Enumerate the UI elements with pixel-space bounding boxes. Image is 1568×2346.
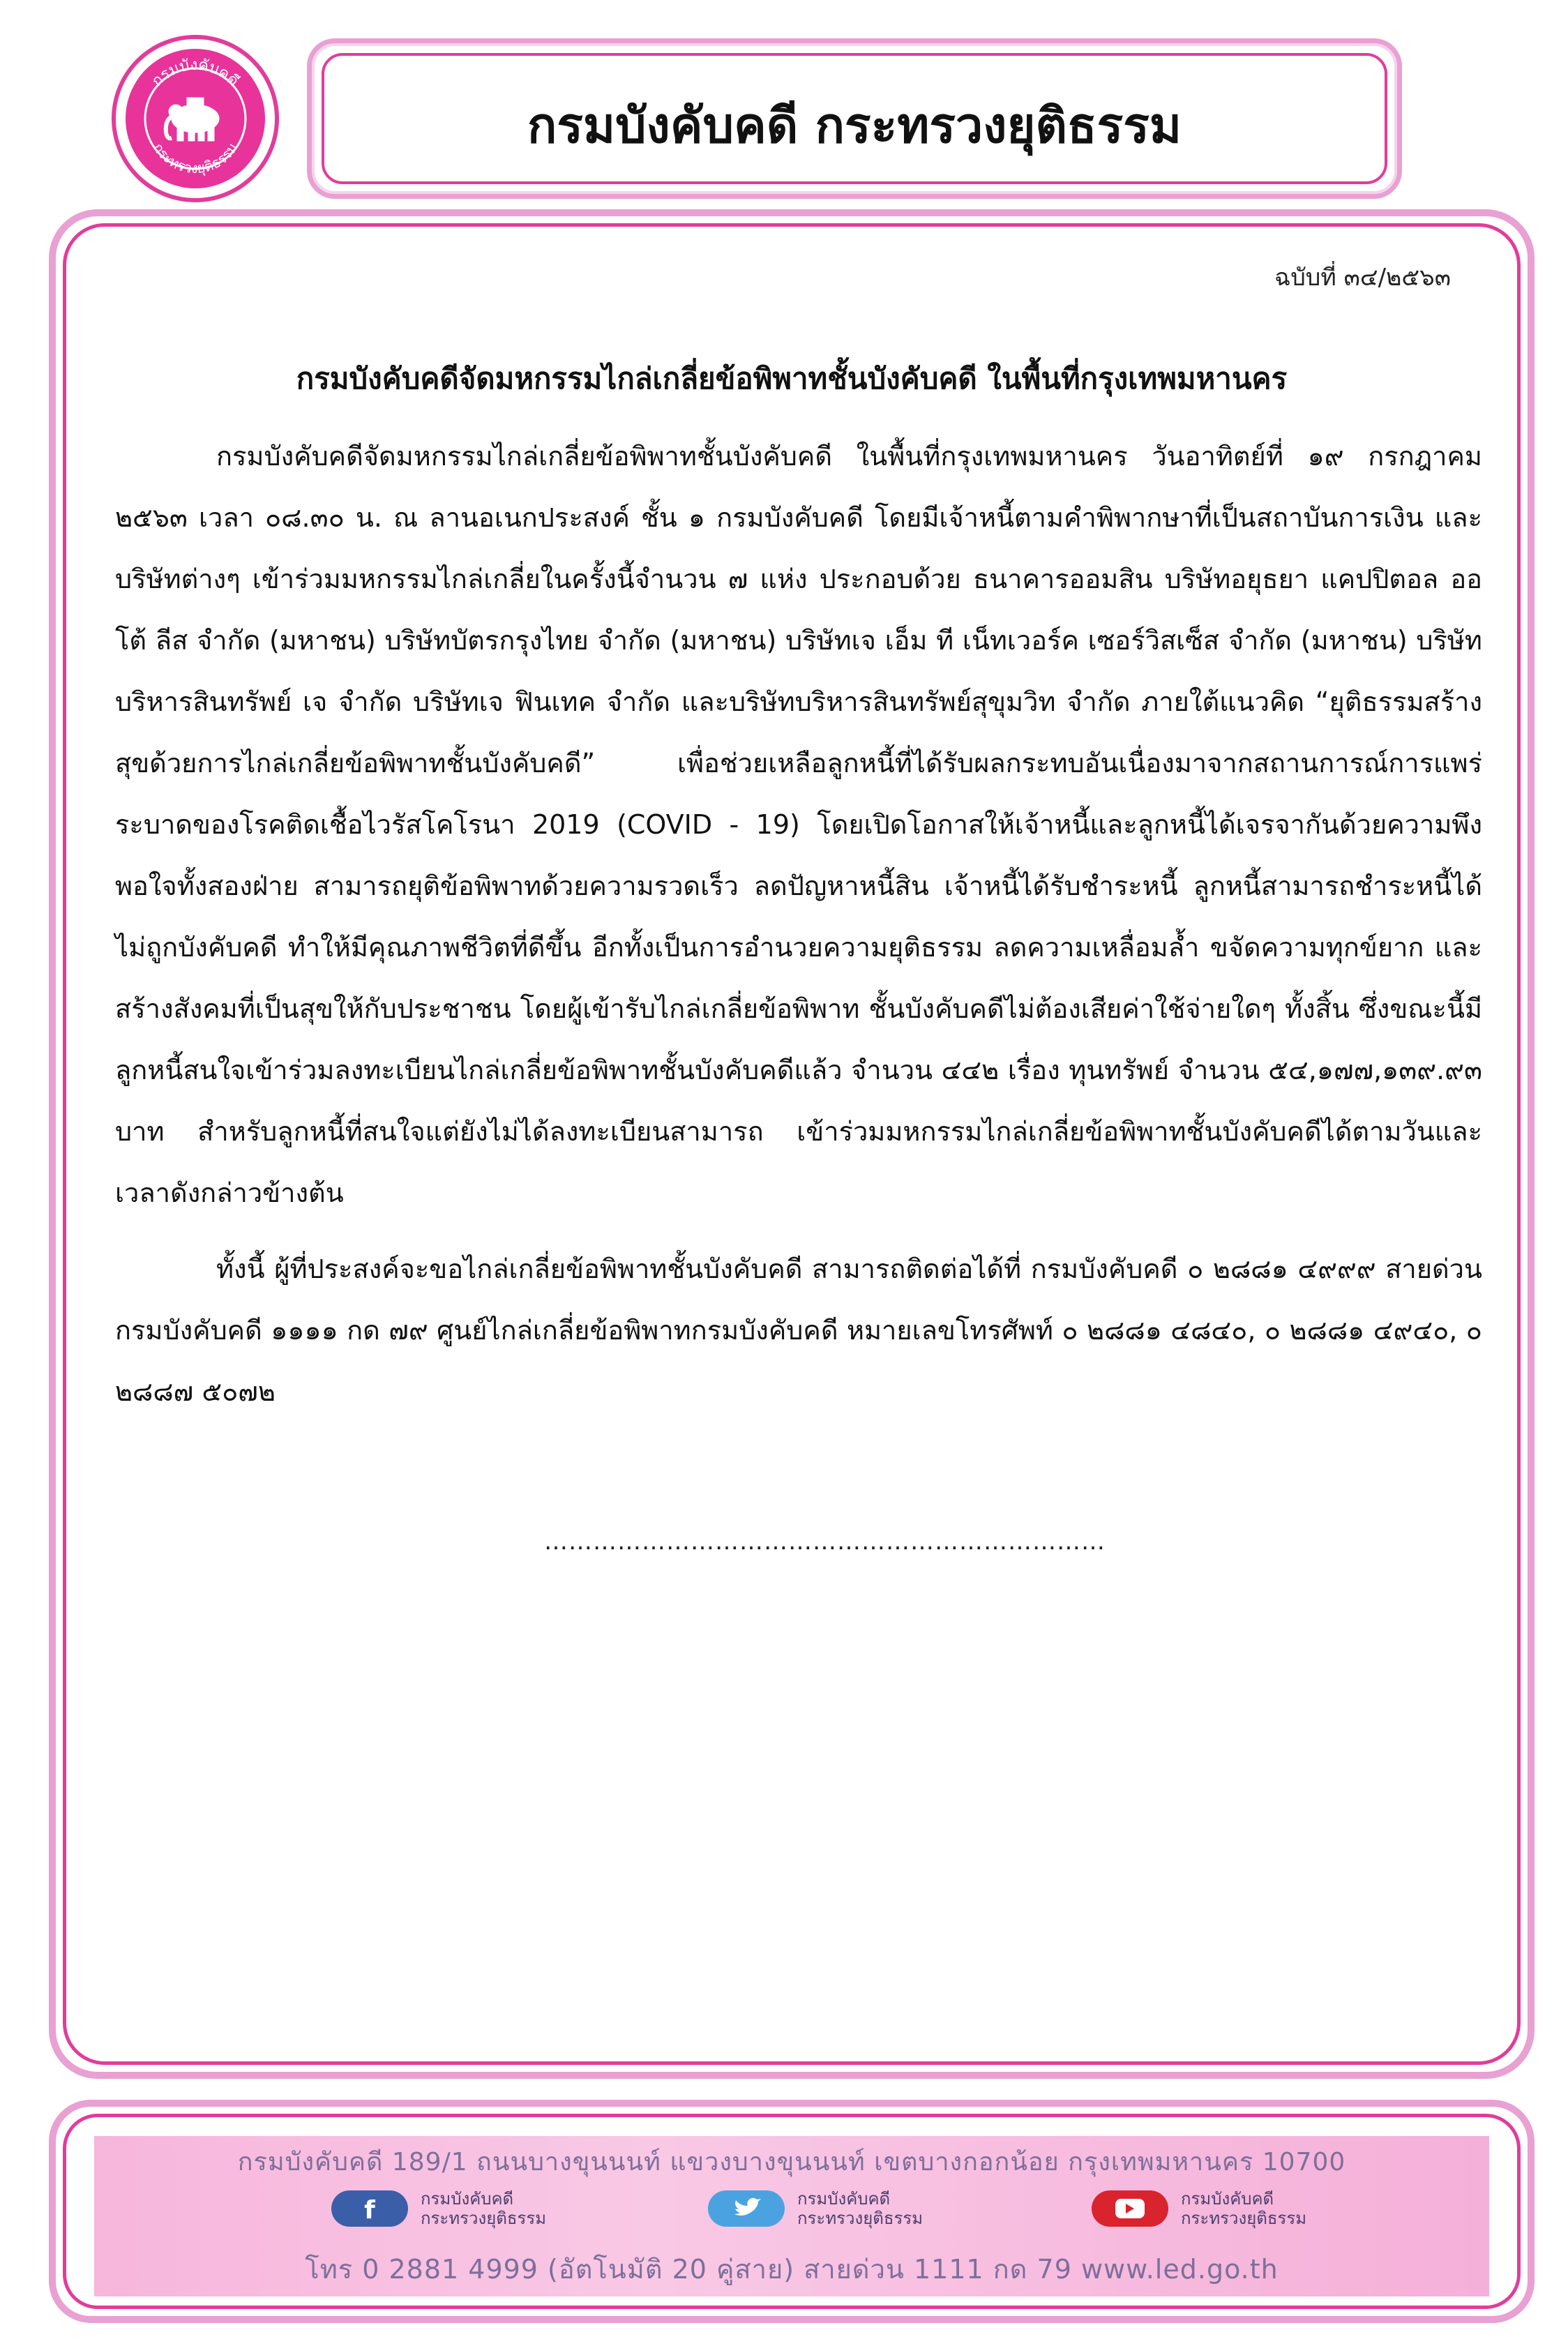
facebook-label: กรมบังคับคดี กระทรวงยุติธรรม: [421, 2189, 547, 2228]
press-release-body: [49, 209, 1535, 2079]
footer-address: กรมบังคับคดี 189/1 ถนนบางขุนนนท์ แขวงบางขุนนนท์ เขตบางกอกน้อย กรุงเทพมหานคร 10700: [237, 2148, 1346, 2176]
twitter-label: กรมบังคับคดี กระทรวงยุติธรรม: [797, 2189, 924, 2228]
youtube-icon: [1092, 2190, 1168, 2227]
twitter-icon: [708, 2190, 785, 2227]
logo-top-text: กรมบังคับคดี: [148, 56, 243, 91]
document-title: กรมบังคับคดีจัดมหกรรมไกล่เกลี่ยข้อพิพาทชั้นบังคับคดี ในพื้นที่กรุงเทพมหานคร: [296, 361, 1288, 396]
footer-band: [94, 2136, 1489, 2296]
logo-seal: [126, 49, 265, 188]
svg-text:f: f: [364, 2196, 375, 2225]
footer: [49, 2100, 1535, 2323]
logo-bottom-text: กระทรวงยุติธรรม: [149, 140, 241, 177]
end-marker: ……………………………………………………………: [544, 1528, 1106, 1556]
page-title: กรมบังคับคดี กระทรวงยุติธรรม: [527, 96, 1182, 154]
elephant-emblem-icon: [126, 49, 265, 188]
issue-number: ฉบับที่ ๓๔/๒๕๖๓: [1274, 264, 1451, 292]
youtube-label: กรมบังคับคดี กระทรวงยุติธรรม: [1181, 2189, 1307, 2228]
header-banner: [307, 38, 1402, 199]
footer-contact: โทร 0 2881 4999 (อัตโนมัติ 20 คู่สาย) สายด่วน 1111 กด 79 www.led.go.th: [305, 2254, 1279, 2285]
facebook-icon: [331, 2190, 408, 2227]
paragraph-1: กรมบังคับคดีจัดมหกรรมไกล่เกลี่ยข้อพิพาทชั้นบังคับคดี ในพื้นที่กรุงเทพมหานคร วันอาทิตย์ที่ ๑๙ กรกฎาคม ๒๕๖๓ เวลา ๐๘.๓๐ น. ณ ลานอเนกประสงค์ ชั้น ๑ กรมบังคับคดี โดยมีเจ้าหนี้ตามคำพิพากษาที่เป็นสถาบันการเงิน และบริษัทต่างๆ เข้าร่วมมหกรรมไกล่เกลี่ยในครั้งนี้จำนวน ๗ แห่ง ประกอบด้วย ธนาคารออมสิน บริษัทอยุธยา แคปปิตอล ออโต้ ลีส จำกัด (มหาชน) บริษัทบัตรกรุงไทย จำกัด (มหาชน) บริษัทเจ เอ็ม ที เน็ทเวอร์ค เซอร์วิสเซ็ส จำกัด (มหาชน) บริษัทบริหารสินทรัพย์ เจ จำกัด บริษัทเจ ฟินเทค จำกัด และบริษัทบริหารสินทรัพย์สุขุมวิท จำกัด ภายใต้แนวคิด “ยุติธรรมสร้างสุขด้วยการไกล่เกลี่ยข้อพิพาทชั้นบังคับคดี” เพื่อช่วยเหลือลูกหนี้ที่ได้รับผลกระทบอันเนื่องมาจากสถานการณ์การแพร่ระบาดของโรคติดเชื้อไวรัสโคโรนา 2019 (COVID - 19) โดยเปิดโอกาสให้เจ้าหนี้และลูกหนี้ได้เจรจากันด้วยความพึงพอใจทั้งสองฝ่าย สามารถยุติข้อพิพาทด้วยความรวดเร็ว ลดปัญหาหนี้สิน เจ้าหนี้ได้รับชำระหนี้ ลูกหนี้สามารถชำระหนี้ได้ไม่ถูกบังคับคดี ทำให้มีคุณภาพชีวิตที่ดีขึ้น อีกทั้งเป็นการอำนวยความยุติธรรม ลดความเหลื่อมล้ำ ขจัดความทุกข์ยาก และสร้างสังคมที่เป็นสุขให้กับประชาชน โดยผู้เข้ารับไกล่เกลี่ยข้อพิพาท ชั้นบังคับคดีไม่ต้องเสียค่าใช้จ่ายใดๆ ทั้งสิ้น ซึ่งขณะนี้มีลูกหนี้สนใจเข้าร่วมลงทะเบียนไกล่เกลี่ยข้อพิพาทชั้นบังคับคดีแล้ว จำนวน ๔๔๒ เรื่อง ทุนทรัพย์ จำนวน ๕๔,๑๗๗,๑๓๙.๙๓ บาท สำหรับลูกหนี้ที่สนใจแต่ยังไม่ได้ลงทะเบียนสามารถ เข้าร่วมมหกรรมไกล่เกลี่ยข้อพิพาทชั้นบังคับคดีได้ตามวันและเวลาดังกล่าวข้างต้น: [115, 441, 1482, 1208]
department-logo: [112, 35, 279, 202]
paragraph-2: ทั้งนี้ ผู้ที่ประสงค์จะขอไกล่เกลี่ยข้อพิพาทชั้นบังคับคดี สามารถติดต่อได้ที่ กรมบังคับคดี ๐ ๒๘๘๑ ๔๙๙๙ สายด่วนกรมบังคับคดี ๑๑๑๑ กด ๗๙ ศูนย์ไกล่เกลี่ยข้อพิพาทกรมบังคับคดี หมายเลขโทรศัพท์ ๐ ๒๘๘๑ ๔๘๔๐, ๐ ๒๘๘๑ ๔๙๔๐, ๐ ๒๘๘๗ ๕๐๗๒: [115, 1254, 1482, 1407]
